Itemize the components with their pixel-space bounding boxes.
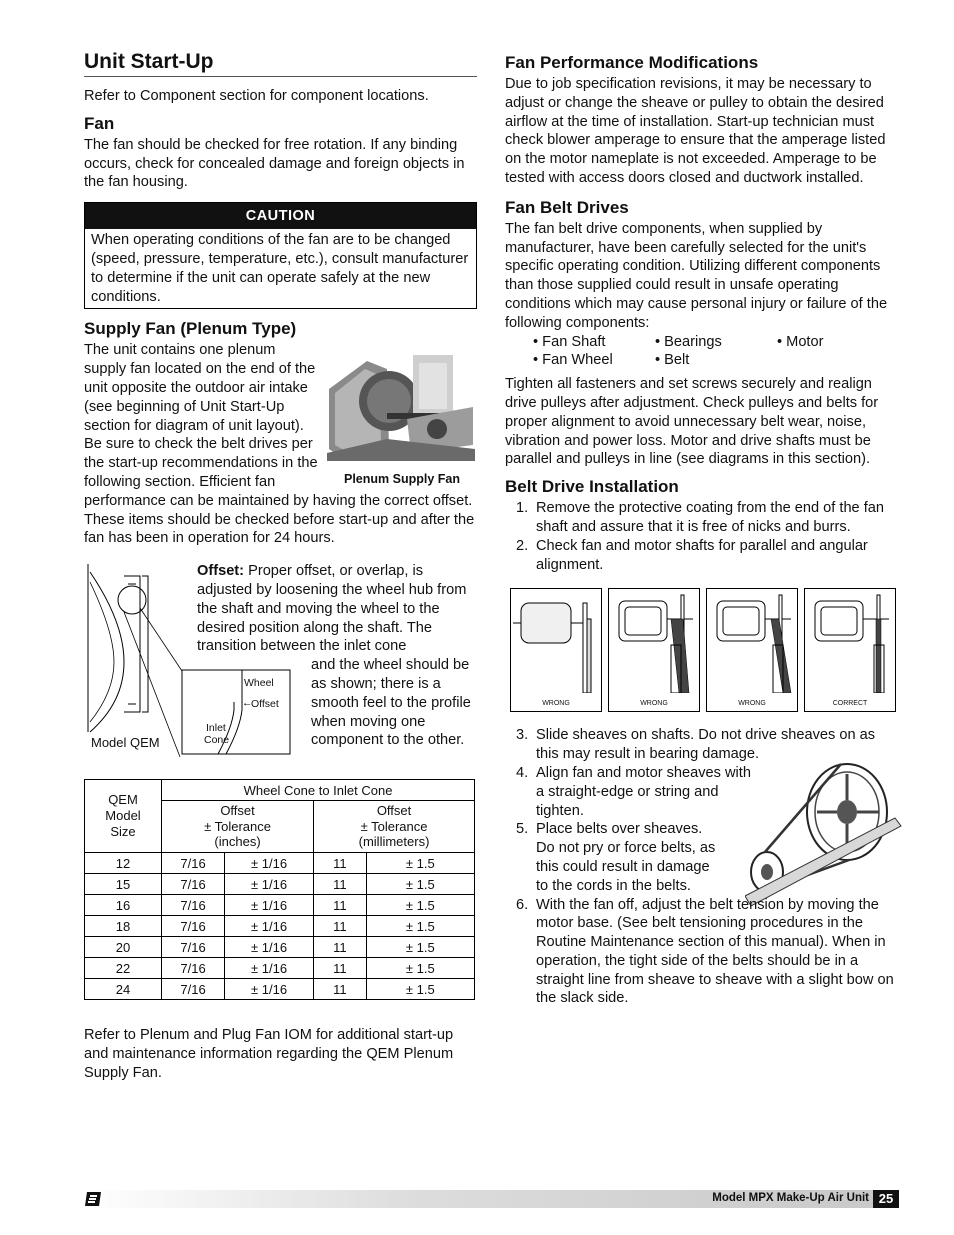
step-item: 5. Place belts over sheaves. Do not pry or force belts, as this could result in damage to the cords in the belts. bbox=[516, 821, 716, 894]
table-cell: ± 1.5 bbox=[366, 958, 474, 979]
offset-section bbox=[84, 562, 477, 765]
left-column bbox=[84, 50, 477, 1083]
diagram-cone-label: Cone bbox=[204, 734, 230, 747]
table-cell: 7/16 bbox=[162, 895, 225, 916]
photo-caption: Plenum Supply Fan bbox=[344, 472, 460, 487]
alignment-drawing bbox=[609, 589, 699, 693]
alignment-diagram-box bbox=[510, 588, 602, 712]
table-cell: ± 1/16 bbox=[225, 895, 314, 916]
page-number: 25 bbox=[873, 1190, 899, 1208]
offset-description-b bbox=[311, 656, 479, 750]
installation-heading: Belt Drive Installation bbox=[505, 477, 679, 497]
table-cell: 12 bbox=[85, 853, 162, 874]
diagram-offset-label: Offset bbox=[251, 698, 279, 711]
offset-label: Offset: bbox=[197, 563, 245, 580]
alignment-label: WRONG bbox=[542, 700, 570, 708]
diagram-model-label: Model QEM bbox=[91, 735, 160, 751]
fan-heading: Fan bbox=[84, 113, 115, 133]
alignment-diagram-box bbox=[804, 588, 896, 712]
page-footer bbox=[84, 1190, 899, 1208]
table-cell: 16 bbox=[85, 895, 162, 916]
performance-heading: Fan Performance Modifications bbox=[505, 53, 759, 72]
table-cell: 7/16 bbox=[162, 958, 225, 979]
component-list bbox=[505, 333, 898, 371]
table-row bbox=[85, 853, 475, 874]
component-item: • Bearings bbox=[655, 333, 722, 350]
table-row bbox=[85, 916, 475, 937]
table-cell: 7/16 bbox=[162, 874, 225, 895]
table-cell: ± 1.5 bbox=[366, 916, 474, 937]
component-item: • Motor bbox=[777, 333, 824, 350]
diagram-wheel-label: Wheel bbox=[244, 677, 274, 690]
alignment-diagram-box bbox=[706, 588, 798, 712]
table-cell: ± 1.5 bbox=[366, 937, 474, 958]
component-item: • Belt bbox=[655, 352, 690, 369]
table-cell: 11 bbox=[314, 916, 367, 937]
table-cell: ± 1/16 bbox=[225, 979, 314, 1000]
supply-fan-section bbox=[84, 341, 477, 548]
step-item: 2. Check fan and motor shafts for parallel and angular alignment. bbox=[516, 537, 868, 573]
alignment-drawing bbox=[805, 589, 895, 693]
fan-text: The fan should be checked for free rotation. If any binding occurs, check for concealed damage and foreign objects in the fan housing. bbox=[84, 136, 465, 191]
table-cell: 15 bbox=[85, 874, 162, 895]
alignment-diagram-box bbox=[608, 588, 700, 712]
belt-drives-text: The fan belt drive components, when supplied by manufacturer, have been carefully selected for the unit's specific operating condition. Utilizing different components than those supplied could result in unsafe operating conditions which may cause personal injury or failure of the following components: bbox=[505, 220, 888, 331]
offset-description-a bbox=[197, 562, 479, 656]
table-row bbox=[85, 958, 475, 979]
intro-text: Refer to Component section for component locations. bbox=[84, 88, 429, 104]
alignment-label: WRONG bbox=[640, 700, 668, 708]
diagram-inlet-label: Inlet bbox=[206, 722, 226, 735]
step-item: 3. Slide sheaves on shafts. Do not drive sheaves on as this may result in bearing damage. bbox=[516, 727, 876, 763]
table-cell: 11 bbox=[314, 937, 367, 958]
caution-box bbox=[84, 202, 477, 309]
belt-drives-heading: Fan Belt Drives bbox=[505, 197, 629, 217]
caution-text: When operating conditions of the fan are to be changed (speed, pressure, temperature, etc.), consult manufacturer to determine if the unit can operate safely at the new conditions. bbox=[91, 232, 469, 305]
table-cell: 7/16 bbox=[162, 937, 225, 958]
table-cell: ± 1.5 bbox=[366, 874, 474, 895]
table-cell: 7/16 bbox=[162, 916, 225, 937]
table-header-model-size: QEM Model Size bbox=[85, 780, 162, 853]
table-cell: ± 1.5 bbox=[366, 979, 474, 1000]
offset-text-a: Proper offset, or overlap, is adjusted by loosening the wheel hub from the shaft and moving the wheel to the desired position along the shaft. The transition between the inlet cone bbox=[197, 563, 467, 655]
closing-text: Refer to Plenum and Plug Fan IOM for additional start-up and maintenance information regarding the QEM Plenum Supply Fan. bbox=[84, 1027, 454, 1081]
caution-label: CAUTION bbox=[85, 203, 476, 229]
right-column bbox=[505, 50, 898, 1008]
table-cell: 22 bbox=[85, 958, 162, 979]
table-group-header: Wheel Cone to Inlet Cone bbox=[162, 780, 475, 801]
table-cell: 7/16 bbox=[162, 853, 225, 874]
step-item: 6. With the fan off, adjust the belt tension by moving the motor base. (See belt tensioning procedures in the Routine Maintenance section of this manual). When in operation, the tight side of the belts should be in a straight line from sheave to sheave with a slight bow on the slack side. bbox=[516, 896, 894, 1007]
table-cell: 24 bbox=[85, 979, 162, 1000]
table-cell: 11 bbox=[314, 958, 367, 979]
component-item: • Fan Shaft bbox=[533, 333, 606, 350]
supply-fan-heading: Supply Fan (Plenum Type) bbox=[84, 319, 297, 339]
alignment-label: WRONG bbox=[738, 700, 766, 708]
alignment-label: CORRECT bbox=[832, 700, 868, 708]
table-cell: 18 bbox=[85, 916, 162, 937]
performance-text: Due to job specification revisions, it may be necessary to adjust or change the sheave or pulley to obtain the desired airflow at the time of installation. Start-up technician must check blower amperage to ensure that the amperage listed on the motor nameplate is not exceeded. Amperage to be tested with access doors closed and ductwork installed. bbox=[505, 76, 886, 186]
installation-steps-a bbox=[505, 499, 898, 574]
plenum-supply-fan-photo bbox=[327, 349, 475, 461]
alignment-drawing bbox=[511, 589, 601, 693]
belt-sheave-illustration bbox=[745, 760, 905, 910]
table-cell: ± 1.5 bbox=[366, 853, 474, 874]
table-cell: 11 bbox=[314, 895, 367, 916]
table-cell: 7/16 bbox=[162, 979, 225, 1000]
company-logo-icon bbox=[84, 1190, 102, 1208]
installation-steps-b-wrap bbox=[505, 726, 898, 1008]
table-cell: ± 1/16 bbox=[225, 937, 314, 958]
offset-tolerance-table bbox=[84, 779, 475, 1000]
table-cell: ± 1/16 bbox=[225, 958, 314, 979]
table-row bbox=[85, 895, 475, 916]
step-item: 4. Align fan and motor sheaves with a straight-edge or string and tighten. bbox=[516, 764, 751, 819]
step-item: 1. Remove the protective coating from the end of the fan shaft and assure that it is free of nicks and burrs. bbox=[516, 500, 885, 535]
alignment-diagrams bbox=[505, 588, 898, 712]
table-row bbox=[85, 979, 475, 1000]
table-cell: 11 bbox=[314, 874, 367, 895]
plenum-fan-photo-figure bbox=[327, 349, 477, 486]
table-cell: ± 1.5 bbox=[366, 895, 474, 916]
tighten-text: Tighten all fasteners and set screws securely and realign drive pulleys after adjustment. Check pulleys and belts for proper alignment to avoid unnecessary belt wear, noise, vibration and power loss. Motor and drive shafts must be parallel and pulleys in line (see diagrams in this section). bbox=[505, 376, 879, 468]
table-header-mm: Offset ± Tolerance (millimeters) bbox=[314, 801, 475, 853]
table-row bbox=[85, 874, 475, 895]
table-cell: ± 1/16 bbox=[225, 853, 314, 874]
table-cell: ± 1/16 bbox=[225, 874, 314, 895]
offset-text-b: and the wheel should be as shown; there is a smooth feel to the profile when moving one component to the other. bbox=[311, 657, 471, 749]
supply-fan-text: The unit contains one plenum supply fan located on the end of the unit opposite the outdoor air intake (see beginning of Unit Start-Up section for diagram of unit layout). Be sure to check the belt drives per the start-up recommendations in the following section. Efficient fan performance can be maintained by having the correct offset. These items should be checked before start-up and after the fan has been in operation for 24 hours. bbox=[84, 342, 475, 547]
page-title: Unit Start-Up bbox=[84, 50, 477, 77]
component-item: • Fan Wheel bbox=[533, 352, 613, 369]
table-cell: 11 bbox=[314, 853, 367, 874]
table-header-inches: Offset ± Tolerance (inches) bbox=[162, 801, 314, 853]
footer-model: Model MPX Make-Up Air Unit bbox=[712, 1192, 869, 1204]
alignment-drawing bbox=[707, 589, 797, 693]
table-row bbox=[85, 937, 475, 958]
table-cell: 11 bbox=[314, 979, 367, 1000]
table-cell: 20 bbox=[85, 937, 162, 958]
table-cell: ± 1/16 bbox=[225, 916, 314, 937]
diagram-arrow-icon: ← bbox=[242, 697, 253, 710]
